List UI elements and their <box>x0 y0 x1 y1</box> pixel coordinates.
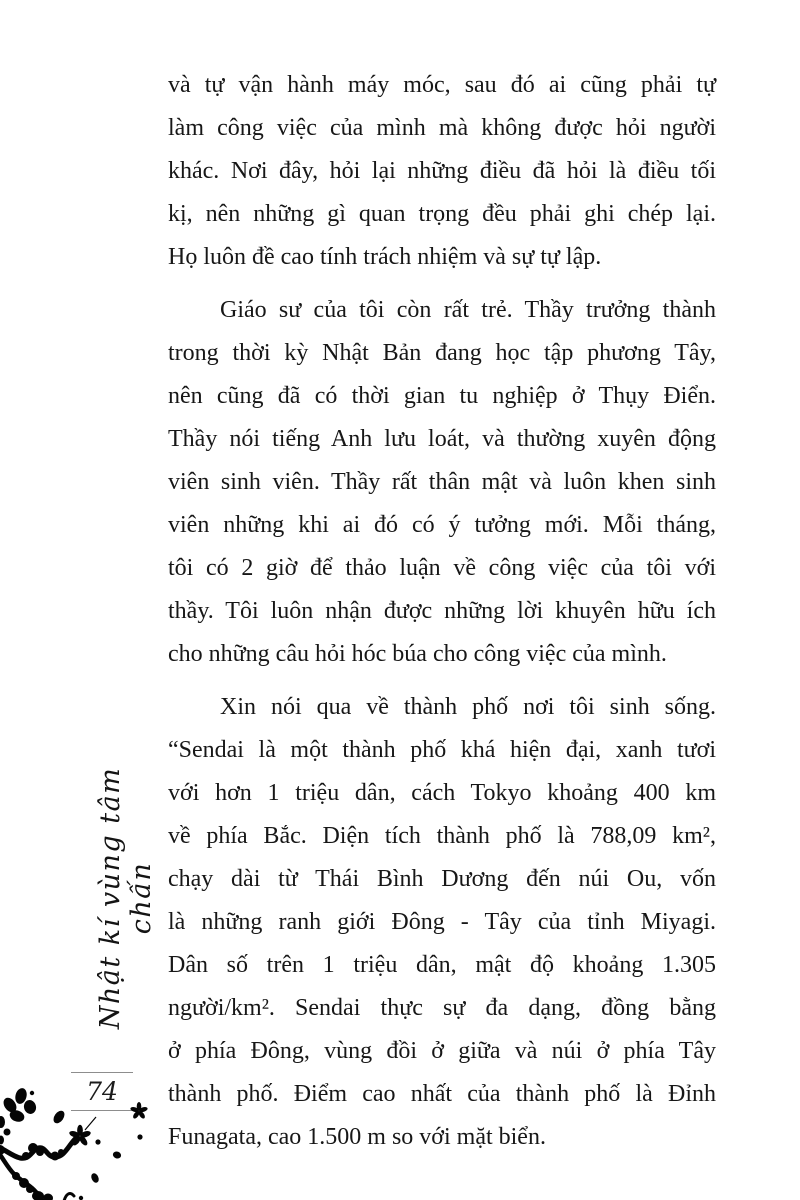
text-line: về phía Bắc. Diện tích thành phố là 788,09 km², <box>168 823 716 849</box>
text-line: chạy dài từ Thái Bình Dương đến núi Ou, vốn <box>168 866 716 892</box>
blossom-cluster <box>1 1087 38 1124</box>
text-line: Xin nói qua về thành phố nơi tôi sinh sống. <box>220 694 716 720</box>
left-edge-blossoms <box>0 1116 11 1145</box>
text-line: Họ luôn đề cao tính trách nhiệm và sự tự lập. <box>168 244 602 270</box>
text-line: với hơn 1 triệu dân, cách Tokyo khoảng 400 km <box>168 780 716 806</box>
text-line: Funagata, cao 1.500 m so với mặt biển. <box>168 1124 546 1150</box>
page-number: 74 <box>86 1077 118 1106</box>
text-line: viên những khi ai đó có ý tưởng mới. Mỗi tháng, <box>168 512 716 538</box>
text-line: và tự vận hành máy móc, sau đó ai cũng phải tự <box>168 72 716 98</box>
text-line: làm công việc của mình mà không được hỏi người <box>168 115 716 141</box>
bottom-sprig <box>64 1194 74 1200</box>
bottom-sprig-dot <box>79 1196 83 1200</box>
branch-needle <box>85 1117 96 1130</box>
text-line: trong thời kỳ Nhật Bản đang học tập phương Tây, <box>168 340 716 366</box>
text-line: “Sendai là một thành phố khá hiện đại, xanh tươi <box>168 737 716 763</box>
text-line: người/km². Sendai thực sự đa dạng, đồng bằng <box>168 995 716 1021</box>
text-line: khác. Nơi đây, hỏi lại những điều đã hỏi là điều tối <box>168 158 716 184</box>
text-line: Dân số trên 1 triệu dân, mật độ khoảng 1.305 <box>168 952 716 978</box>
text-line: thành phố. Điểm cao nhất của thành phố là Đỉnh <box>168 1081 716 1107</box>
text-line: Thầy nói tiếng Anh lưu loát, và thường xuyên động <box>168 426 716 452</box>
text-line: Giáo sư của tôi còn rất trẻ. Thầy trưởng thành <box>220 297 716 323</box>
text-line: nên cũng đã có thời gian tu nghiệp ở Thụy Điển. <box>168 383 716 409</box>
plum-blossom-branch-decoration <box>0 1080 250 1200</box>
text-line: ở phía Đông, vùng đồi ở giữa và núi ở phía Tây <box>168 1038 716 1064</box>
text-line: tôi có 2 giờ để thảo luận về công việc của tôi với <box>168 555 716 581</box>
scattered-petals <box>90 1134 143 1184</box>
text-line: viên sinh viên. Thầy rất thân mật và luôn khen sinh <box>168 469 716 495</box>
lower-twig-buds <box>12 1172 53 1200</box>
text-line: thầy. Tôi luôn nhận được những lời khuyên hữu ích <box>168 598 716 624</box>
falling-petal <box>51 1109 66 1126</box>
body-text <box>168 64 716 1159</box>
text-line: kị, nên những gì quan trọng đều phải ghi chép lại. <box>168 201 716 227</box>
text-line: là những ranh giới Đông - Tây của tỉnh Miyagi. <box>168 909 716 935</box>
text-line: cho những câu hỏi hóc búa cho công việc của mình. <box>168 641 667 667</box>
book-title-vertical: Nhật kí vùng tâm chấn <box>95 766 157 1030</box>
